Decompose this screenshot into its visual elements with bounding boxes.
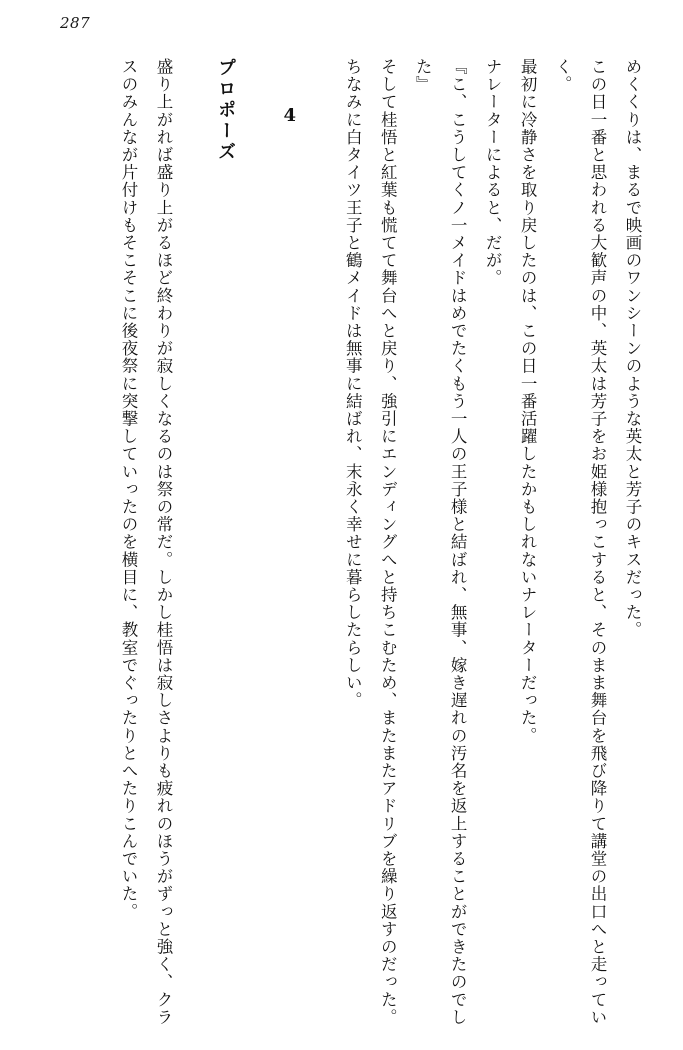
chapter-number: 4 [279,104,301,129]
chapter-title: プロポーズ [215,58,237,163]
page-number: 287 [60,14,91,32]
paragraph: 最初に冷静さを取り戻したのは、この日一番活躍したかもしれないナレーターだった。 [518,58,538,745]
paragraph: この日一番と思われる大歓声の中、英太は芳子をお姫様抱っこすると、そのまま舞台を飛び降りて講堂の出口へと走っていく。 [553,58,608,1026]
paragraph: ちなみに白タイツ王子と鶴メイドは無事に結ばれ、末永く幸せに暮らしたらしい。 [343,58,363,710]
paragraph: 『こ、こうしてくノ一メイドはめでたくもう一人の王子様と結ばれ、無事、嫁き遅れの汚名を返上することができたのでした』 [413,58,468,1026]
chapter-spacer-after [180,58,206,1030]
chapter-heading-gap [244,58,270,1030]
paragraph: めくくりは、まるで映画のワンシーンのような英太と芳子のキスだった。 [623,58,642,639]
chapter-heading [206,58,308,1030]
paragraph: 盛り上がれば盛り上がるほど終わりが寂しくなるのは祭の常だ。しかし桂悟は寂しさよりも疲れのほうがずっと強く、クラスのみんなが片付けもそこそこに後夜祭に突撃していったのを横目に、教室でぐったりとへたりこんでいた。 [119,58,173,1026]
paragraph: ナレーターによると、だが。 [483,58,503,287]
paragraph: そして桂悟と紅葉も慌てて舞台へと戻り、強引にエンディングへと持ちこむため、またまたアドリブを繰り返すのだった。 [378,58,398,1026]
chapter-spacer [308,58,334,1030]
page-body-text [34,58,649,1030]
